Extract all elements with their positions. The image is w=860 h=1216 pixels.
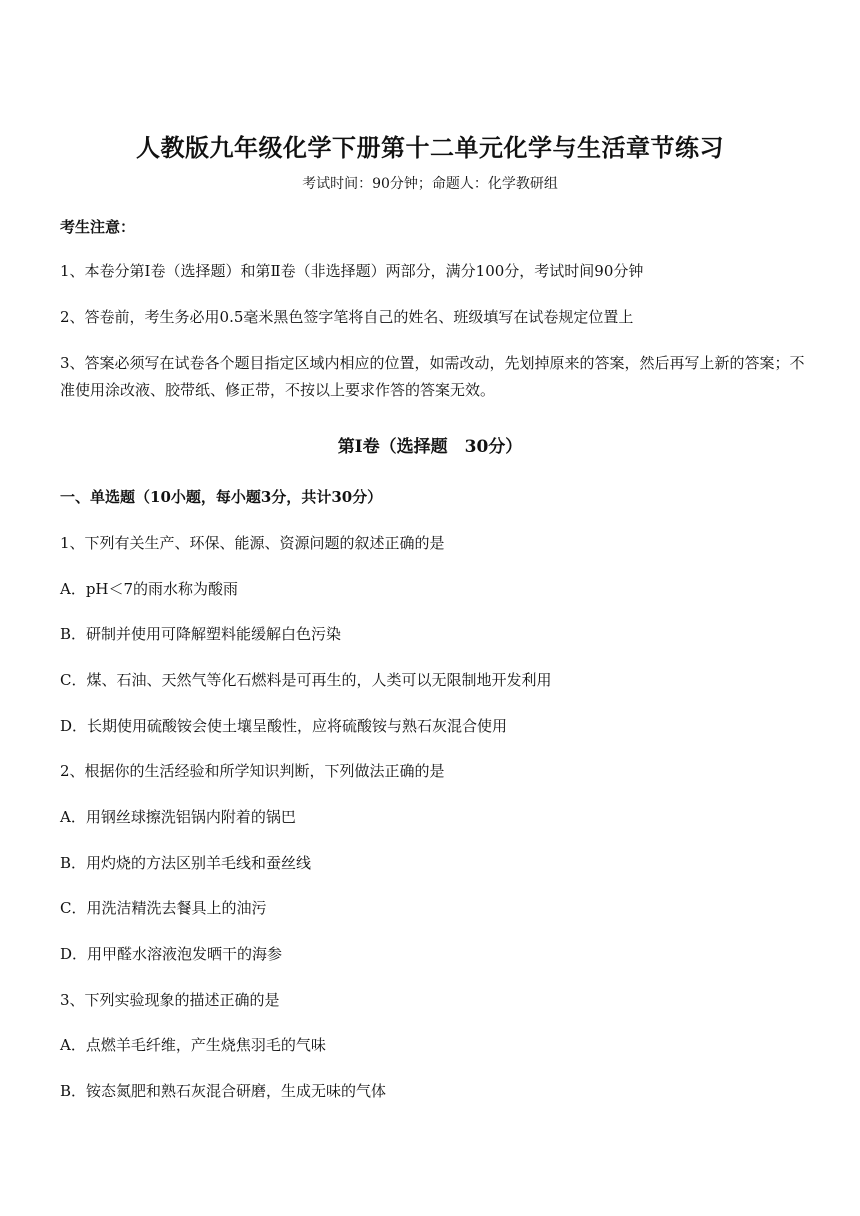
notice-item: 1、本卷分第I卷（选择题）和第Ⅱ卷（非选择题）两部分，满分100分，考试时间90分钟 [60,262,644,280]
question-option: B．铵态氮肥和熟石灰混合研磨，生成无味的气体 [60,1082,387,1100]
question-option: C．煤、石油、天然气等化石燃料是可再生的，人类可以无限制地开发利用 [60,671,552,689]
exam-info: 考试时间：90分钟；命题人：化学教研组 [302,176,558,192]
question-option: D．用甲醛水溶液泡发晒干的海参 [60,945,283,963]
page-title: 人教版九年级化学下册第十二单元化学与生活章节练习 [136,133,724,162]
question-stem: 3、下列实验现象的描述正确的是 [60,991,280,1009]
part-heading: 一、单选题（10小题，每小题3分，共计30分） [60,488,383,506]
question-option: A．pH＜7的雨水称为酸雨 [60,580,239,598]
notice-item: 2、答卷前，考生务必用0.5毫米黑色签字笔将自己的姓名、班级填写在试卷规定位置上 [60,308,634,326]
question-stem: 1、下列有关生产、环保、能源、资源问题的叙述正确的是 [60,534,445,552]
question-option: B．用灼烧的方法区别羊毛线和蚕丝线 [60,854,312,872]
question-option: D．长期使用硫酸铵会使土壤呈酸性，应将硫酸铵与熟石灰混合使用 [60,717,508,735]
section-title: 第I卷（选择题 30分） [337,437,523,457]
question-option: A．用钢丝球擦洗铝锅内附着的锅巴 [60,808,296,826]
question-stem: 2、根据你的生活经验和所学知识判断，下列做法正确的是 [60,762,445,780]
question-option: A．点燃羊毛纤维，产生烧焦羽毛的气味 [60,1036,326,1054]
question-option: B．研制并使用可降解塑料能缓解白色污染 [60,625,342,643]
question-option: C．用洗洁精洗去餐具上的油污 [60,899,267,917]
notice-heading: 考生注意： [60,218,136,236]
notice-item: 3、答案必须写在试卷各个题目指定区域内相应的位置，如需改动，先划掉原来的答案，然后再写上新的答案；不准使用涂改液、胶带纸、修正带，不按以上要求作答的答案无效。 [60,354,805,399]
